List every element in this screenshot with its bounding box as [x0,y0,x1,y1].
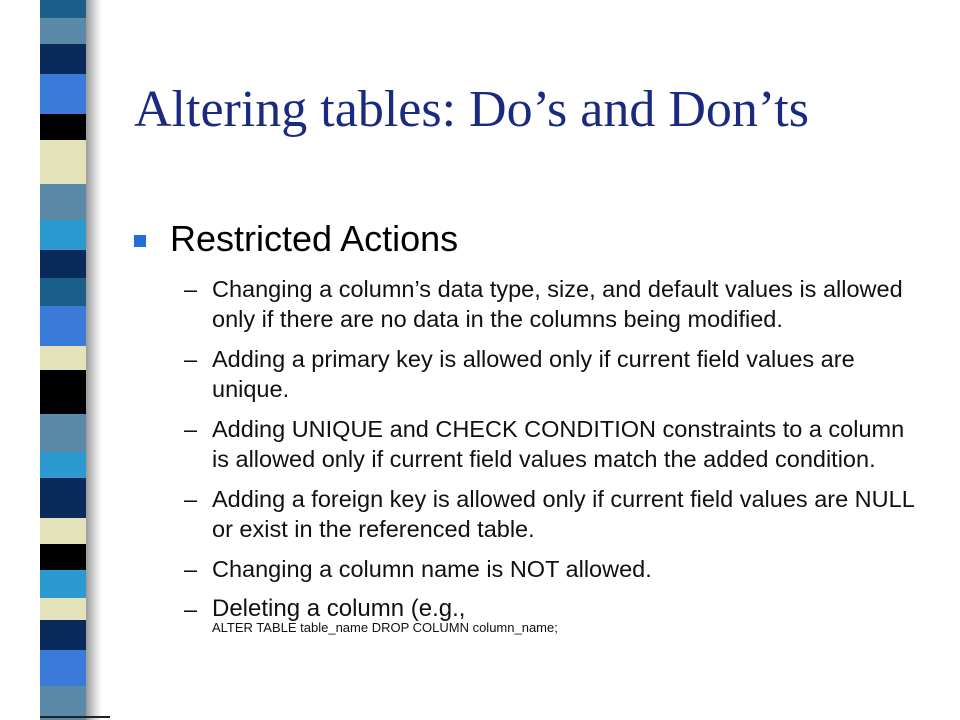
dash-bullet: – [184,416,198,442]
strip-segment [40,598,86,620]
strip-segment [40,452,86,478]
strip-segment [40,414,86,452]
section-heading [134,218,458,260]
dash-bullet: – [184,276,198,302]
restricted-actions-list [184,274,914,636]
strip-segment [40,620,86,650]
strip-segment [40,140,86,184]
dash-bullet: – [184,596,198,622]
strip-segment [40,184,86,220]
strip-segment [40,44,86,74]
strip-segment [40,570,86,598]
slide-title: Altering tables: Do’s and Don’ts [134,81,809,138]
dash-bullet: – [184,346,198,372]
strip-segment [40,278,86,306]
list-item-text: Adding a foreign key is allowed only if current field values are NULL or exist in the referenced table. [212,486,914,542]
strip-segment [40,650,86,686]
list-item-text: Adding a primary key is allowed only if current field values are unique. [212,346,855,402]
strip-segment [40,220,86,250]
strip-segment [40,686,86,720]
list-item [184,344,914,404]
dash-bullet: – [184,486,198,512]
strip-segment [40,518,86,544]
strip-segment [40,346,86,370]
strip-shadow [86,0,102,720]
list-item [184,274,914,334]
strip-segment [40,18,86,44]
list-item-text: Adding UNIQUE and CHECK CONDITION constraints to a column is allowed only if current field values match the added condition. [212,416,905,472]
strip-segment [40,0,86,18]
sql-example-line: ALTER TABLE table_name DROP COLUMN column_name; [212,620,558,635]
list-item-text: Deleting a column (e.g., [212,595,466,622]
strip-segment [40,250,86,278]
strip-segment [40,370,86,414]
strip-segment [40,544,86,570]
decorative-color-strip [40,0,86,720]
strip-segment [40,478,86,518]
dash-bullet: – [184,556,198,582]
strip-segment [40,74,86,114]
section-heading-text: Restricted Actions [170,218,459,259]
list-item [184,554,914,584]
bottom-divider [40,716,110,718]
list-item-text: Changing a column name is NOT allowed. [212,556,652,582]
square-bullet-icon [134,235,146,247]
strip-segment [40,306,86,346]
list-item-text: Changing a column’s data type, size, and default values is allowed only if there are no data in the columns being modified. [212,276,903,332]
strip-segment [40,114,86,140]
list-item [184,414,914,474]
list-item [184,484,914,544]
